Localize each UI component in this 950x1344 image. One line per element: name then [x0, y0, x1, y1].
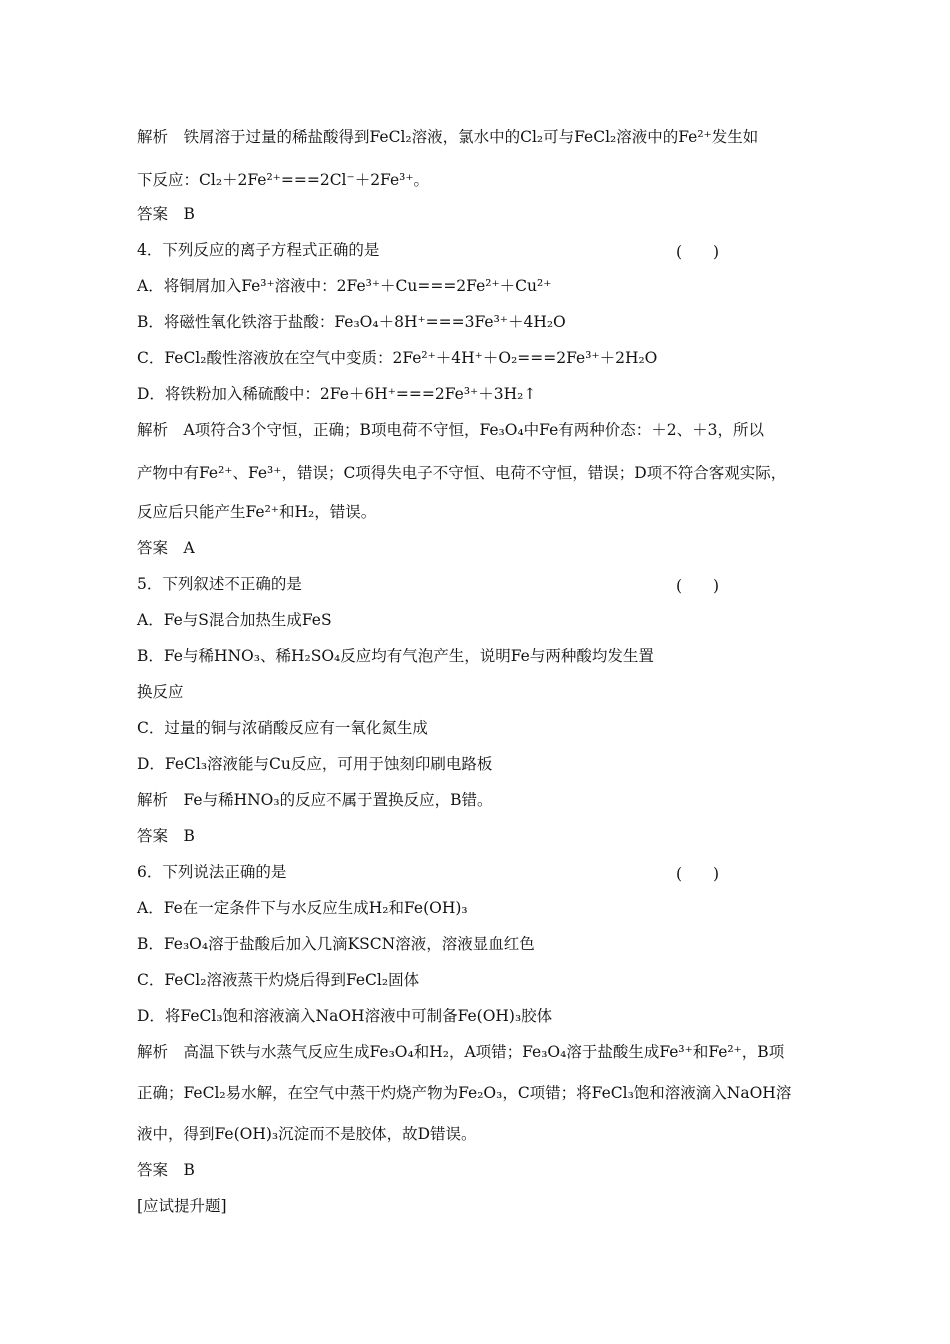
question-6-option-b: B．Fe₃O₄溶于盐酸后加入几滴KSCN溶液，溶液显血红色 [137, 935, 535, 953]
question-5-answer-blank: ( ) [676, 577, 720, 595]
question-4-stem: 4．下列反应的离子方程式正确的是 [137, 241, 380, 259]
question-5-option-b-line-1: B．Fe与稀HNO₃、稀H₂SO₄反应均有气泡产生，说明Fe与两种酸均发生置 [137, 647, 654, 665]
question-4-solution-line-2: 产物中有Fe²⁺、Fe³⁺，错误；C项得失电子不守恒、电荷不守恒，错误；D项不符合客观实际， [137, 464, 787, 482]
question-6-solution-line-2: 正确；FeCl₂易水解，在空气中蒸干灼烧产物为Fe₂O₃，C项错；将FeCl₃饱和溶液滴入NaOH溶 [137, 1084, 792, 1102]
question-6-stem: 6．下列说法正确的是 [137, 863, 287, 881]
question-4-option-c: C．FeCl₂酸性溶液放在空气中变质：2Fe²⁺＋4H⁺＋O₂===2Fe³⁺＋2H₂O [137, 349, 658, 367]
question-6-answer-blank: ( ) [676, 865, 720, 883]
question-5-option-b-line-2: 换反应 [137, 683, 184, 701]
question-6-solution-line-1: 解析 高温下铁与水蒸气反应生成Fe₃O₄和H₂，A项错；Fe₃O₄溶于盐酸生成Fe³⁺和Fe²⁺，B项 [137, 1043, 785, 1061]
question-5-option-c: C．过量的铜与浓硝酸反应有一氧化氮生成 [137, 719, 428, 737]
question-6-option-c: C．FeCl₂溶液蒸干灼烧后得到FeCl₂固体 [137, 971, 420, 989]
question-4-answer-blank: ( ) [676, 243, 720, 261]
question-5-option-a: A．Fe与S混合加热生成FeS [137, 611, 332, 629]
question-5-option-d: D．FeCl₃溶液能与Cu反应，可用于蚀刻印刷电路板 [137, 755, 493, 773]
question-6-answer: 答案 B [137, 1161, 195, 1179]
section-heading: [应试提升题] [137, 1197, 227, 1215]
question-5-solution: 解析 Fe与稀HNO₃的反应不属于置换反应，B错。 [137, 791, 493, 809]
question-6-option-a: A．Fe在一定条件下与水反应生成H₂和Fe(OH)₃ [137, 899, 468, 917]
question-4-option-d: D．将铁粉加入稀硫酸中：2Fe＋6H⁺===2Fe³⁺＋3H₂↑ [137, 385, 537, 403]
question-4-option-b: B．将磁性氧化铁溶于盐酸：Fe₃O₄＋8H⁺===3Fe³⁺＋4H₂O [137, 313, 566, 331]
question-4-solution-line-3: 反应后只能产生Fe²⁺和H₂，错误。 [137, 503, 377, 521]
question-6-option-d: D．将FeCl₃饱和溶液滴入NaOH溶液中可制备Fe(OH)₃胶体 [137, 1007, 553, 1025]
question-5-answer: 答案 B [137, 827, 195, 845]
question-4-option-a: A．将铜屑加入Fe³⁺溶液中：2Fe³⁺＋Cu===2Fe²⁺＋Cu²⁺ [137, 277, 552, 295]
question-5-stem: 5．下列叙述不正确的是 [137, 575, 302, 593]
solution-3-line-1: 解析 铁屑溶于过量的稀盐酸得到FeCl₂溶液，氯水中的Cl₂可与FeCl₂溶液中的Fe²⁺发生如 [137, 128, 759, 146]
answer-3: 答案 B [137, 205, 195, 223]
question-4-answer: 答案 A [137, 539, 195, 557]
solution-3-line-2: 下反应：Cl₂＋2Fe²⁺===2Cl⁻＋2Fe³⁺。 [137, 171, 430, 189]
question-4-solution-line-1: 解析 A项符合3个守恒，正确；B项电荷不守恒，Fe₃O₄中Fe有两种价态：＋2、＋3，所以 [137, 421, 764, 439]
question-6-solution-line-3: 液中，得到Fe(OH)₃沉淀而不是胶体，故D错误。 [137, 1125, 477, 1143]
